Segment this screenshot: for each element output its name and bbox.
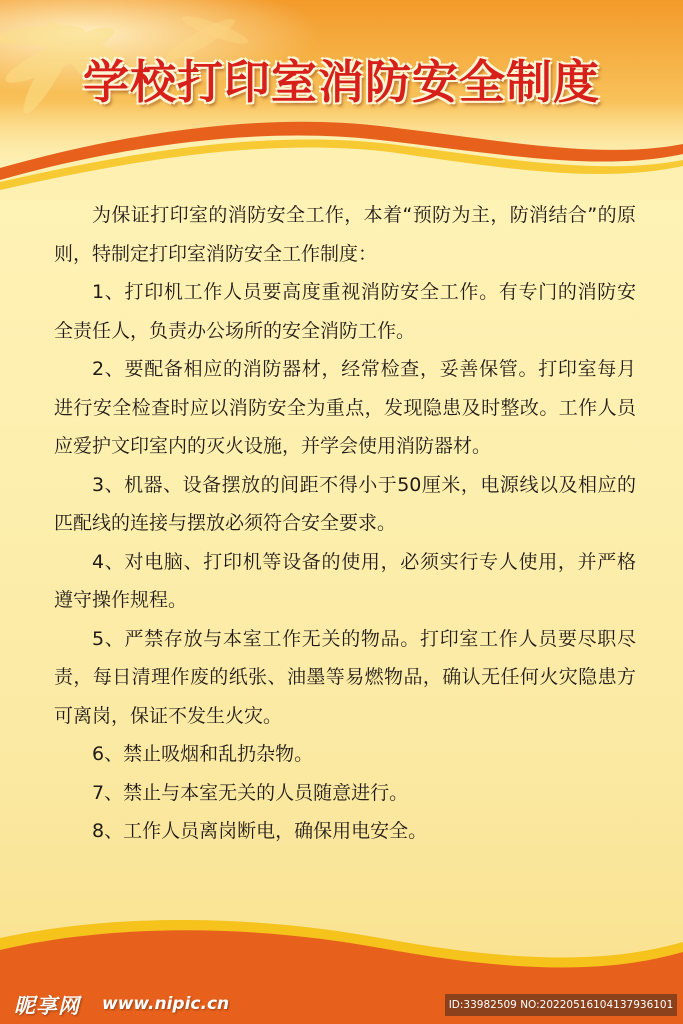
- rules-body: [54, 196, 636, 851]
- rule-item-8: 8、工作人员离岗断电，确保用电安全。: [92, 820, 428, 842]
- rule-item-1: 1、打印机工作人员要高度重视消防安全工作。有专门的消防安全责任人，负责办公场所的安全消防工作。: [54, 281, 636, 342]
- rule-item-7: 7、禁止与本室无关的人员随意进行。: [92, 781, 409, 804]
- watermark-id: ID:33982509 NO:20220516104137936101: [445, 994, 677, 1016]
- rule-item-6: 6、禁止吸烟和乱扔杂物。: [92, 743, 314, 765]
- rule-item-4: 4、对电脑、打印机等设备的使用，必须实行专人使用，并严格遵守操作规程。: [54, 550, 636, 611]
- watermark-url[interactable]: www.nipic.cn: [102, 994, 230, 1014]
- rule-item-2: 2、要配备相应的消防器材，经常检查，妥善保管。打印室每月进行安全检查时应以消防安全为重点，发现隐患及时整改。工作人员应爱护文印室内的灭火设施，并学会使用消防器材。: [54, 358, 636, 457]
- rule-item-5: 5、严禁存放与本室工作无关的物品。打印室工作人员要尽职尽责，每日清理作废的纸张、油墨等易燃物品，确认无任何火灾隐患方可离岗，保证不发生火灾。: [54, 627, 636, 727]
- rule-item-3: 3、机器、设备摆放的间距不得小于50厘米，电源线以及相应的匹配线的连接与摆放必须符合安全要求。: [54, 473, 636, 534]
- watermark-logo: 昵享网: [14, 994, 80, 1018]
- intro-paragraph: 为保证打印室的消防安全工作，本着“预防为主，防消结合”的原则，特制定打印室消防安全工作制度：: [54, 204, 636, 265]
- poster-title: 学校打印室消防安全制度: [83, 55, 600, 109]
